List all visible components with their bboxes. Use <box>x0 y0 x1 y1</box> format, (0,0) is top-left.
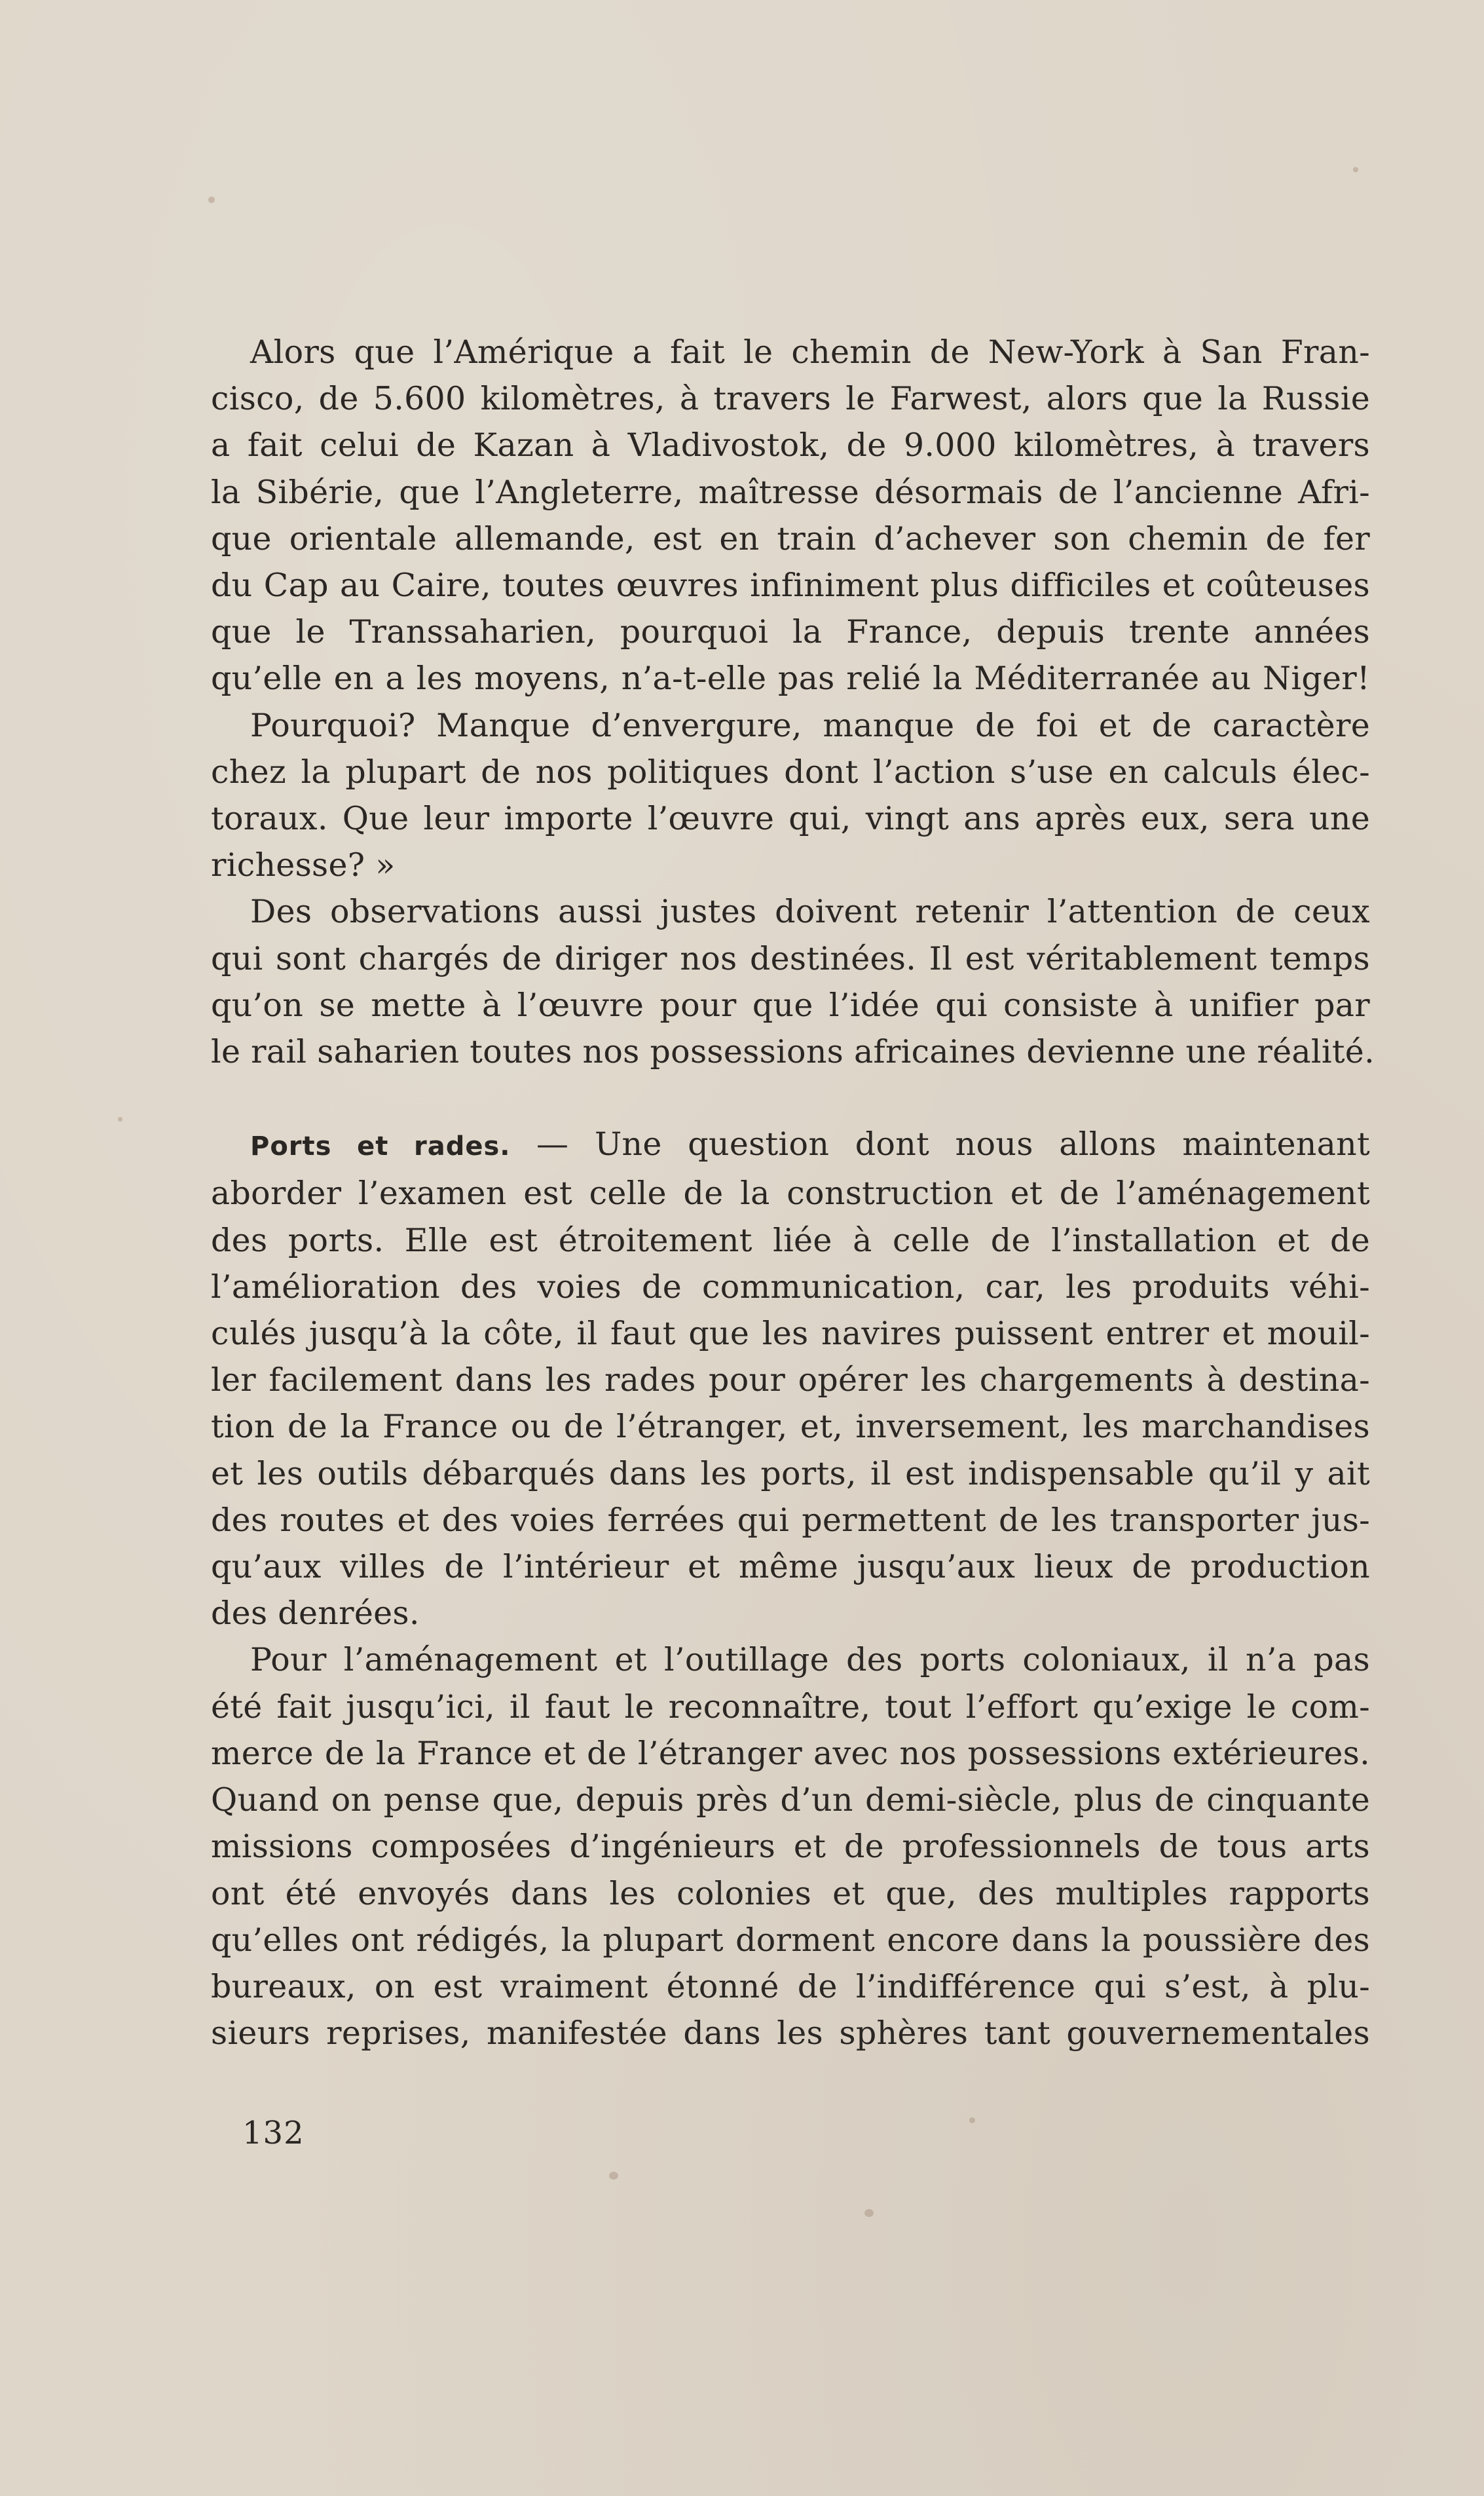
text-line: bureaux, on est vraiment étonné de l’indifférence qui s’est, à plu- <box>211 1967 1370 2005</box>
text-line: richesse? » <box>211 846 396 884</box>
text-line: sieurs reprises, manifestée dans les sphères tant gouvernementales <box>211 2014 1370 2052</box>
text-line: Alors que l’Amérique a fait le chemin de New-York à San Fran- <box>250 333 1370 371</box>
text-line: a fait celui de Kazan à Vladivostok, de 9.000 kilomètres, à travers <box>211 426 1370 464</box>
text-line: Pour l’aménagement et l’outillage des ports coloniaux, il n’a pas <box>250 1641 1370 1679</box>
text-line: du Cap au Caire, toutes œuvres infiniment plus difficiles et coûteuses <box>211 567 1370 605</box>
text-line: culés jusqu’à la côte, il faut que les navires puissent entrer et mouil- <box>211 1315 1370 1353</box>
text-line: qu’elles ont rédigés, la plupart dorment encore dans la poussière des <box>211 1921 1370 1959</box>
text-line: et les outils débarqués dans les ports, il est indispensable qu’il y ait <box>211 1454 1370 1492</box>
text-line: que le Transsaharien, pourquoi la France, depuis trente années <box>211 613 1370 651</box>
paper-speck <box>118 1117 122 1122</box>
text-line: des routes et des voies ferrées qui permettent de les transporter jus- <box>211 1501 1370 1539</box>
text-line: que orientale allemande, est en train d’achever son chemin de fer <box>211 520 1370 558</box>
paragraph-ports-et-rades <box>211 1121 1370 1636</box>
em-dash: — <box>510 1125 595 1163</box>
text-line: tion de la France ou de l’étranger, et, inversement, les marchandises <box>211 1408 1370 1446</box>
paper-speck <box>969 2117 975 2123</box>
text-run: Une question dont nous allons maintenant <box>594 1125 1370 1163</box>
text-line: Des observations aussi justes doivent retenir l’attention de ceux <box>250 893 1370 931</box>
paper-speck <box>609 2172 618 2180</box>
paragraph-transsaharien <box>211 329 1370 702</box>
body-text <box>211 329 1375 2056</box>
text-line: l’amélioration des voies de communication, car, les produits véhi- <box>211 1268 1370 1306</box>
paragraph-observations <box>211 888 1375 1075</box>
text-line: merce de la France et de l’étranger avec nos possessions extérieures. <box>211 1734 1370 1772</box>
text-line: missions composées d’ingénieurs et de professionnels de tous arts <box>211 1828 1370 1866</box>
section-spacer <box>211 1075 1370 1121</box>
text-line: toraux. Que leur importe l’œuvre qui, vingt ans après eux, sera une <box>211 800 1370 838</box>
text-line: qu’aux villes de l’intérieur et même jusqu’aux lieux de production <box>211 1548 1370 1586</box>
text-line: Pourquoi? Manque d’envergure, manque de foi et de caractère <box>250 706 1370 744</box>
text-line: qu’on se mette à l’œuvre pour que l’idée qui consiste à unifier par <box>211 986 1370 1024</box>
text-line: Quand on pense que, depuis près d’un demi-siècle, plus de cinquante <box>211 1781 1370 1819</box>
text-line: des ports. Elle est étroitement liée à celle de l’installation et de <box>211 1221 1370 1259</box>
text-line: cisco, de 5.600 kilomètres, à travers le Farwest, alors que la Russie <box>211 380 1370 418</box>
page-number: 132 <box>242 2115 305 2151</box>
text-line: qu’elle en a les moyens, n’a-t-elle pas relié la Méditerranée au Niger! <box>211 660 1370 698</box>
paragraph-amenagement <box>211 1636 1370 2056</box>
text-line: été fait jusqu’ici, il faut le reconnaître, tout l’effort qu’exige le com- <box>211 1688 1370 1726</box>
text-line: chez la plupart de nos politiques dont l’action s’use en calculs élec- <box>211 753 1370 791</box>
text-line: des denrées. <box>211 1595 420 1633</box>
text-line: qui sont chargés de diriger nos destinées. Il est véritablement temps <box>211 939 1370 977</box>
paper-speck <box>864 2209 874 2217</box>
text-line: la Sibérie, que l’Angleterre, maîtresse désormais de l’ancienne Afri- <box>211 473 1370 511</box>
text-line: ler facilement dans les rades pour opérer les chargements à destina- <box>211 1361 1370 1399</box>
text-line: le rail saharien toutes nos possessions africaines devienne une réalité. <box>211 1033 1375 1071</box>
text-line: aborder l’examen est celle de la construction et de l’aménagement <box>211 1175 1370 1213</box>
paragraph-pourquoi <box>211 702 1370 889</box>
text-line <box>211 1121 1370 1170</box>
text-line: ont été envoyés dans les colonies et que, des multiples rapports <box>211 1874 1370 1912</box>
paper-speck <box>1353 167 1358 172</box>
section-heading: Ports et rades. <box>250 1131 511 1162</box>
paper-speck <box>208 197 215 203</box>
